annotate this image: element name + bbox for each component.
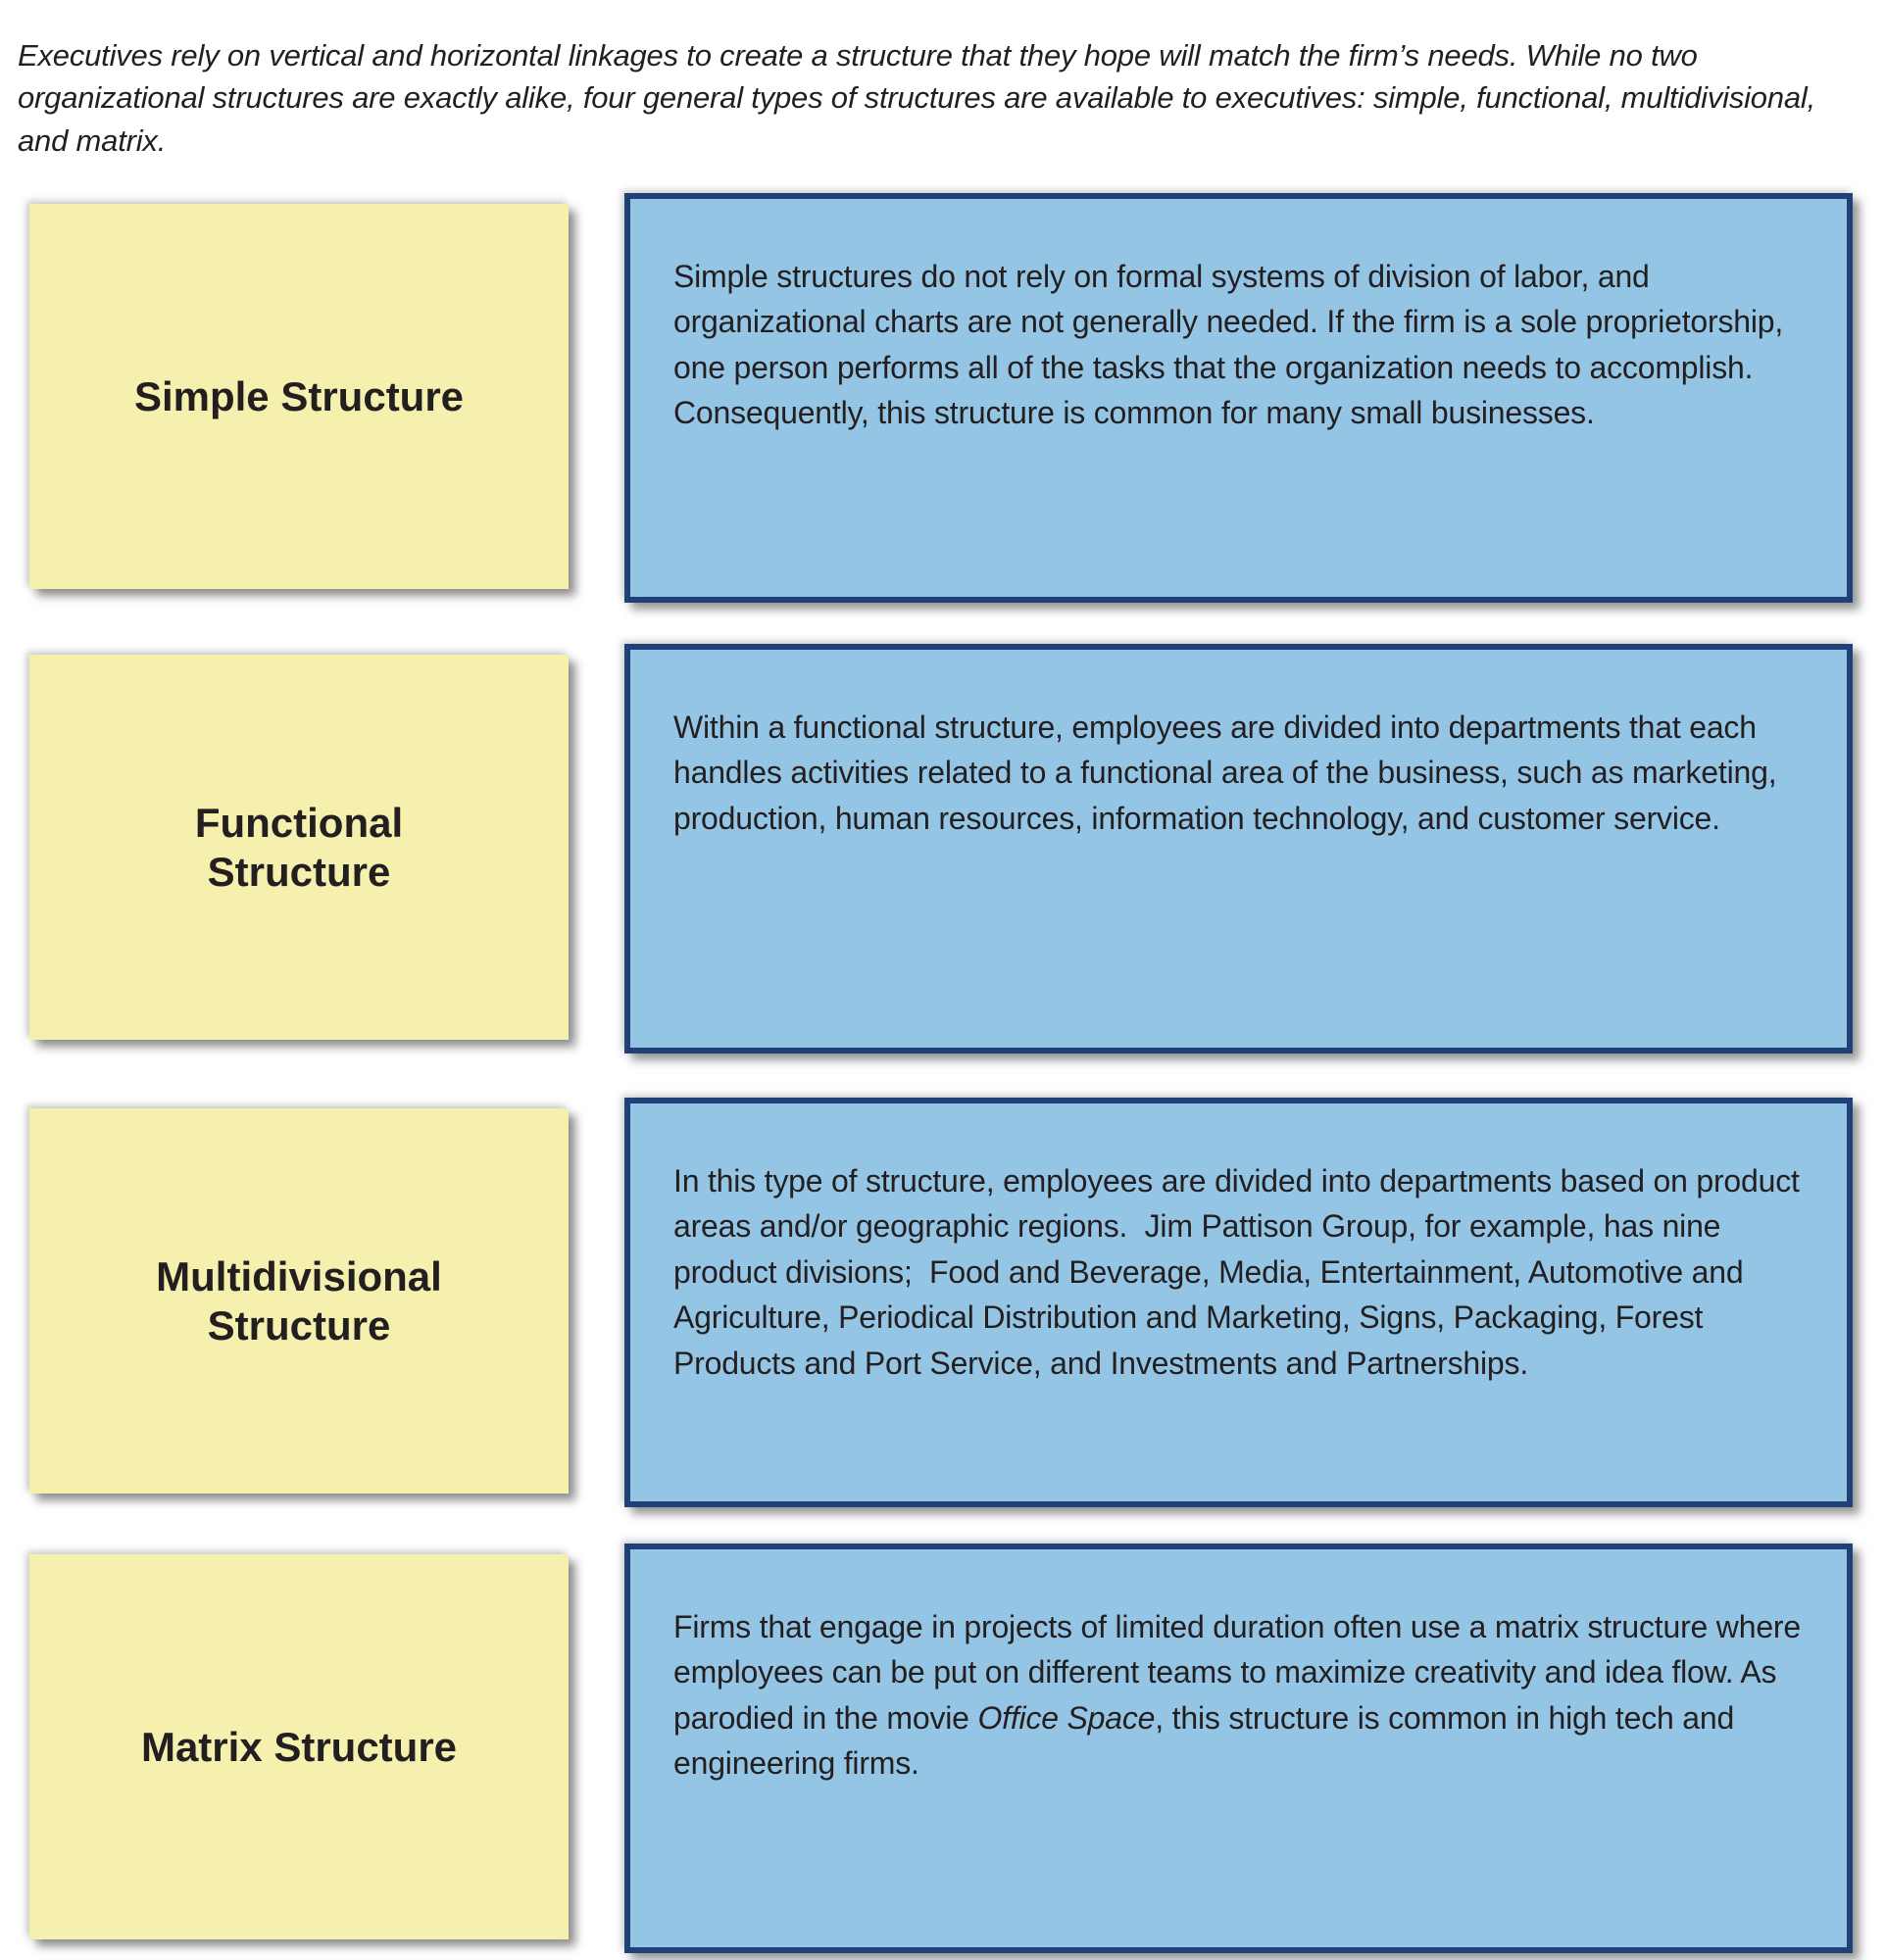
structure-description: In this type of structure, employees are divided into departments based on product areas and/or geographic regions. Jim Pattison Group, for example, has nine product divisions; Food and Beverage, Media, Entertainment, Automotive and Agriculture, Periodical Distribution and Marketing, Signs, Packaging, Forest Products and Port Service, and Investments and Partnerships. bbox=[673, 1163, 1809, 1381]
structure-row-matrix bbox=[0, 1544, 1885, 1953]
structure-label: Functional Structure bbox=[194, 799, 404, 895]
structure-row-simple bbox=[0, 193, 1885, 603]
description-box-simple bbox=[624, 193, 1853, 603]
structure-description: Within a functional structure, employees are divided into departments that each handles activities related to a functional area of the business, such as marketing, production, human resources, information technology, and customer service. bbox=[673, 710, 1786, 836]
structure-label: Simple Structure bbox=[133, 372, 465, 419]
description-box-matrix bbox=[624, 1544, 1853, 1953]
label-box-matrix bbox=[29, 1554, 569, 1939]
structure-label: Matrix Structure bbox=[140, 1723, 458, 1770]
structure-row-functional bbox=[0, 644, 1885, 1054]
label-box-functional bbox=[29, 655, 569, 1040]
label-box-multidivisional bbox=[29, 1108, 569, 1494]
description-box-multidivisional bbox=[624, 1098, 1853, 1507]
structure-description: Firms that engage in projects of limited duration often use a matrix structure where employees can be put on different teams to maximize creativity and idea flow. As parodied in the movie Office Space, this structure is common in high tech and engineering firms. bbox=[673, 1609, 1810, 1782]
structure-description: Simple structures do not rely on formal systems of division of labor, and organizational charts are not generally needed. If the firm is a sole proprietorship, one person performs all of the tasks that the organization needs to accomplish. Consequently, this structure is common for many small businesses. bbox=[673, 259, 1792, 431]
structure-row-multidivisional bbox=[0, 1098, 1885, 1507]
description-box-functional bbox=[624, 644, 1853, 1054]
structure-label: Multidivisional Structure bbox=[156, 1252, 442, 1348]
intro-paragraph: Executives rely on vertical and horizontal linkages to create a structure that they hope will match the firm’s needs. While no two organizational structures are exactly alike, four general types of structures are available to executives: simple, functional, multidivisional, and matrix. bbox=[18, 38, 1816, 158]
label-box-simple bbox=[29, 204, 569, 589]
